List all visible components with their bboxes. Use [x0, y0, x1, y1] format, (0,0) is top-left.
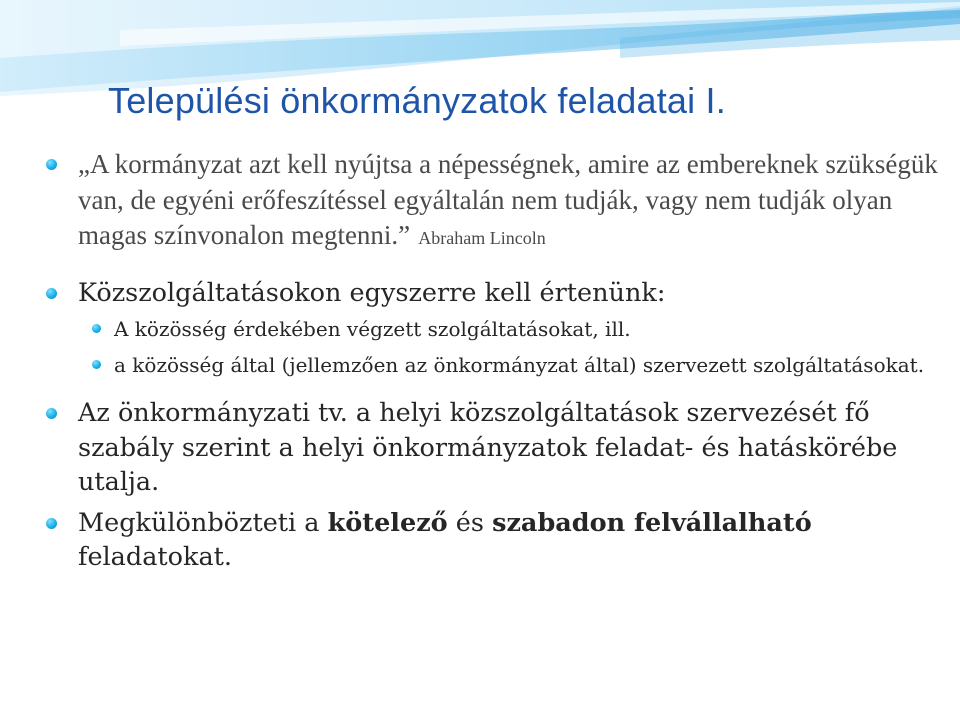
bullet-icon: [92, 360, 101, 369]
bullet-law-statement: [46, 396, 941, 500]
bullet-icon: [46, 408, 57, 419]
slide-content: [46, 147, 941, 575]
sub-bullet-text: A közösség érdekében végzett szolgáltatásokat, ill.: [114, 317, 631, 341]
bullet-icon: [46, 288, 57, 299]
optional-term: szabadon felvállalható: [492, 507, 812, 538]
mandatory-term: kötelező: [327, 507, 448, 538]
public-services-intro: Közszolgáltatásokon egyszerre kell értenünk:: [78, 277, 666, 308]
bullet-quote: [46, 147, 941, 256]
bullet-distinction: [46, 506, 941, 575]
bullet-icon: [46, 518, 57, 529]
bullet-public-services: [46, 276, 941, 311]
quote-author: Abraham Lincoln: [418, 228, 546, 248]
sub-bullet-1: [46, 314, 941, 344]
quote-text: „A kormányzat azt kell nyújtsa a népességnek, amire az embereknek szükségük van, de egyéni erőfeszítéssel egyáltalán nem tudják, vagy nem tudják olyan magas színvonalon megtenni.”: [78, 149, 938, 250]
distinction-suffix: feladatokat.: [78, 542, 233, 572]
sub-bullet-text: a közösség által (jellemzően az önkormányzat által) szervezett szolgáltatásokat.: [114, 353, 925, 377]
law-statement-text: Az önkormányzati tv. a helyi közszolgáltatások szervezését fő szabály szerint a helyi önkormányzatok feladat- és hatáskörébe utalja.: [78, 398, 898, 497]
bullet-icon: [92, 324, 101, 333]
slide-title: Települési önkormányzatok feladatai I.: [108, 80, 726, 121]
distinction-prefix: Megkülönbözteti a: [78, 507, 328, 538]
bullet-icon: [46, 159, 57, 170]
distinction-middle: és: [447, 507, 493, 538]
sub-bullet-2: [46, 350, 941, 380]
